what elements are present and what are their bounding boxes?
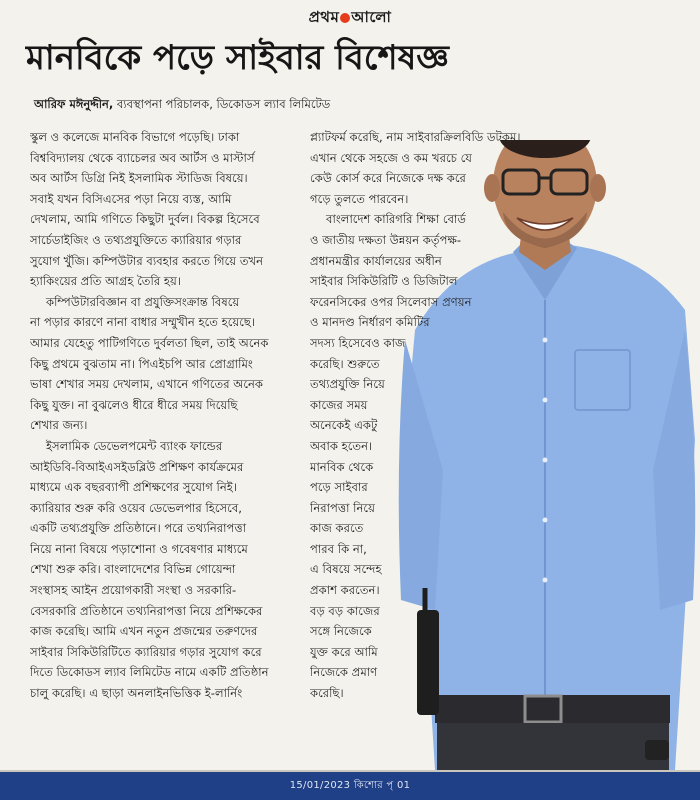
article-line: সঙ্গে নিজেকে [310, 624, 372, 639]
page-footer: 15/01/2023 কিশোর পৃ 01 [289, 780, 411, 791]
article-line: নিজেকে প্রমাণ [310, 665, 378, 680]
sun-icon [340, 13, 350, 23]
byline-role: ব্যবস্থাপনা পরিচালক, ডিকোডস ল্যাব লিমিটেড [116, 97, 331, 111]
article-column-right [310, 127, 536, 704]
article-line: এখান থেকে সহজে ও কম খরচে যে [310, 150, 472, 165]
article-line: বড় বড় কাজের [310, 603, 380, 618]
article-line: ও মানদণ্ড নির্ধারণ কমিটির [310, 315, 430, 330]
article-line: দিতে ডিকোডস ল্যাব লিমিটেড নামে একটি প্রতিষ্ঠান [30, 665, 269, 680]
article-line: ক্যারিয়ার শুরু করি ওয়েব ডেভেলপার হিসেবে, [30, 500, 242, 515]
article-column-left [30, 127, 298, 704]
article-line: ইসলামিক ডেভেলপমেন্ট ব্যাংক ফান্ডের [46, 438, 223, 453]
article-line: বাংলাদেশ কারিগরি শিক্ষা বোর্ড [326, 212, 466, 227]
article-line: পড়ে সাইবার [310, 480, 368, 495]
article-line: স্কুল ও কলেজে মানবিক বিভাগে পড়েছি। ঢাকা [30, 130, 240, 144]
article-line: কিছু প্রথমে বুঝতাম না। পিএইচপি আর প্রোগ্রামিং [30, 356, 253, 371]
article-line: চালু করেছি। এ ছাড়া অনলাইনভিত্তিক ই-লার্নিং [30, 686, 243, 701]
article-line: সুযোগ খুঁজি। কম্পিউটার ব্যবহার করতে গিয়ে তখন [30, 253, 264, 268]
article-line: ও জাতীয় দক্ষতা উন্নয়ন কর্তৃপক্ষ- [310, 232, 462, 247]
article-line: দেখলাম, আমি গণিতে কিছুটা দুর্বল। বিকল্প হিসেবে [30, 212, 260, 227]
article-line: করেছি। শুরুতে [310, 356, 380, 371]
masthead-logo [0, 6, 700, 31]
article-line: প্রকাশ করতেন। [310, 583, 380, 598]
article-line: গড়ে তুলতে পারবেন। [310, 191, 409, 206]
article-line: সবাই যখন বিসিএসের পড়া নিয়ে ব্যস্ত, আমি [30, 191, 232, 206]
article-line: মানবিক থেকে [310, 459, 374, 474]
article-line: নিয়ে নানা বিষয়ে পড়াশোনা ও গবেষণার মাধ্যমে [30, 541, 248, 556]
article-line: ভাষা শেখার সময় দেখলাম, এখানে গণিতের অনেক [30, 377, 264, 392]
article-line: সংস্থাসহ আইন প্রয়োগকারী সংস্থা ও সরকারি- [30, 583, 237, 598]
article-line: আমার যেহেতু পাটিগণিতে দুর্বলতা ছিল, তাই অনেক [30, 335, 269, 350]
article-line: অব আর্টস ডিগ্রি নিই ইসলামিক স্টাডিজ বিষয়ে। [30, 171, 248, 186]
byline-author: আরিফ মঈনুদ্দীন, [34, 97, 114, 111]
article-line: এ বিষয়ে সন্দেহ [310, 562, 382, 577]
article-line: প্রধানমন্ত্রীর কার্যালয়ের অধীন [310, 253, 442, 268]
article-line: বেসরকারি প্রতিষ্ঠানে তথ্যনিরাপত্তা নিয়ে প্রশিক্ষকের [30, 603, 263, 618]
article-line: কাজ করতে [310, 521, 364, 536]
article-line: একটি তথ্যপ্রযুক্তি প্রতিষ্ঠানে। পরে তথ্যনিরাপত্তা [30, 521, 247, 536]
article-line: নিরাপত্তা নিয়ে [310, 500, 375, 515]
article-line: তথ্যপ্রযুক্তি নিয়ে [310, 377, 385, 392]
article-line: শেখার জন্য। [30, 418, 88, 433]
article-line: প্ল্যাটফর্ম করেছি, নাম সাইবারক্রিলবিডি ডটকম। [310, 130, 521, 144]
article-line: বিশ্ববিদ্যালয় থেকে ব্যাচেলর অব আর্টস ও মাস্টার্স [30, 150, 255, 165]
article-line: করেছি। [310, 686, 344, 701]
article-line: যুক্ত করে আমি [310, 644, 378, 659]
masthead-right: আলো [351, 8, 392, 26]
article-line: কম্পিউটারবিজ্ঞান বা প্রযুক্তিসংক্রান্ত বিষয়ে [46, 294, 240, 309]
article-line: অবাক হতেন। [310, 438, 373, 453]
article-line: মাধ্যমে এক বছরব্যাপী প্রশিক্ষণের সুযোগ নিই। [30, 480, 237, 495]
article-line: সার্চেডাইজিং ও তথ্যপ্রযুক্তিতে ক্যারিয়ার গড়ার [30, 232, 242, 247]
masthead-left: প্রথম [308, 8, 340, 26]
article-line: সাইবার সিকিউরিটি ও ডিজিটাল [310, 274, 458, 289]
article-headline: মানবিকে পড়ে সাইবার বিশেষজ্ঞ [26, 38, 449, 78]
article-line: সদস্য হিসেবেও কাজ [310, 335, 406, 350]
article-line: পারব কি না, [310, 541, 367, 556]
article-line: সাইবার সিকিউরিটিতে ক্যারিয়ার গড়ার সুযোগ করে [30, 644, 262, 659]
article-line: ফরেনসিকের ওপর সিলেবাস প্রণয়ন [310, 294, 472, 309]
article-line: কেউ কোর্স করে নিজেকে দক্ষ করে [310, 171, 466, 186]
article-line: অনেকেই একটু [310, 418, 378, 433]
article-line: কাজ করেছি। আমি এখন নতুন প্রজন্মের তরুণদের [30, 624, 258, 639]
article-line: কাজের সময় [310, 397, 368, 412]
article-line: আইডিবি-বিআইএসইডব্লিউ প্রশিক্ষণ কার্যক্রমের [30, 459, 244, 474]
article-line: কিছু যুক্ত। না বুঝলেও ধীরে ধীরে সময় দিয়েছি [30, 397, 238, 412]
article-line: না পড়ার কারণে নানা বাধার সম্মুখীন হতে হয়েছে। [30, 315, 256, 330]
article-line: শেখা শুরু করি। বাংলাদেশের বিভিন্ন গোয়েন্দা [30, 562, 236, 577]
byline [34, 96, 674, 112]
article-line: হ্যাকিংয়ের প্রতি আগ্রহ তৈরি হয়। [30, 274, 181, 289]
